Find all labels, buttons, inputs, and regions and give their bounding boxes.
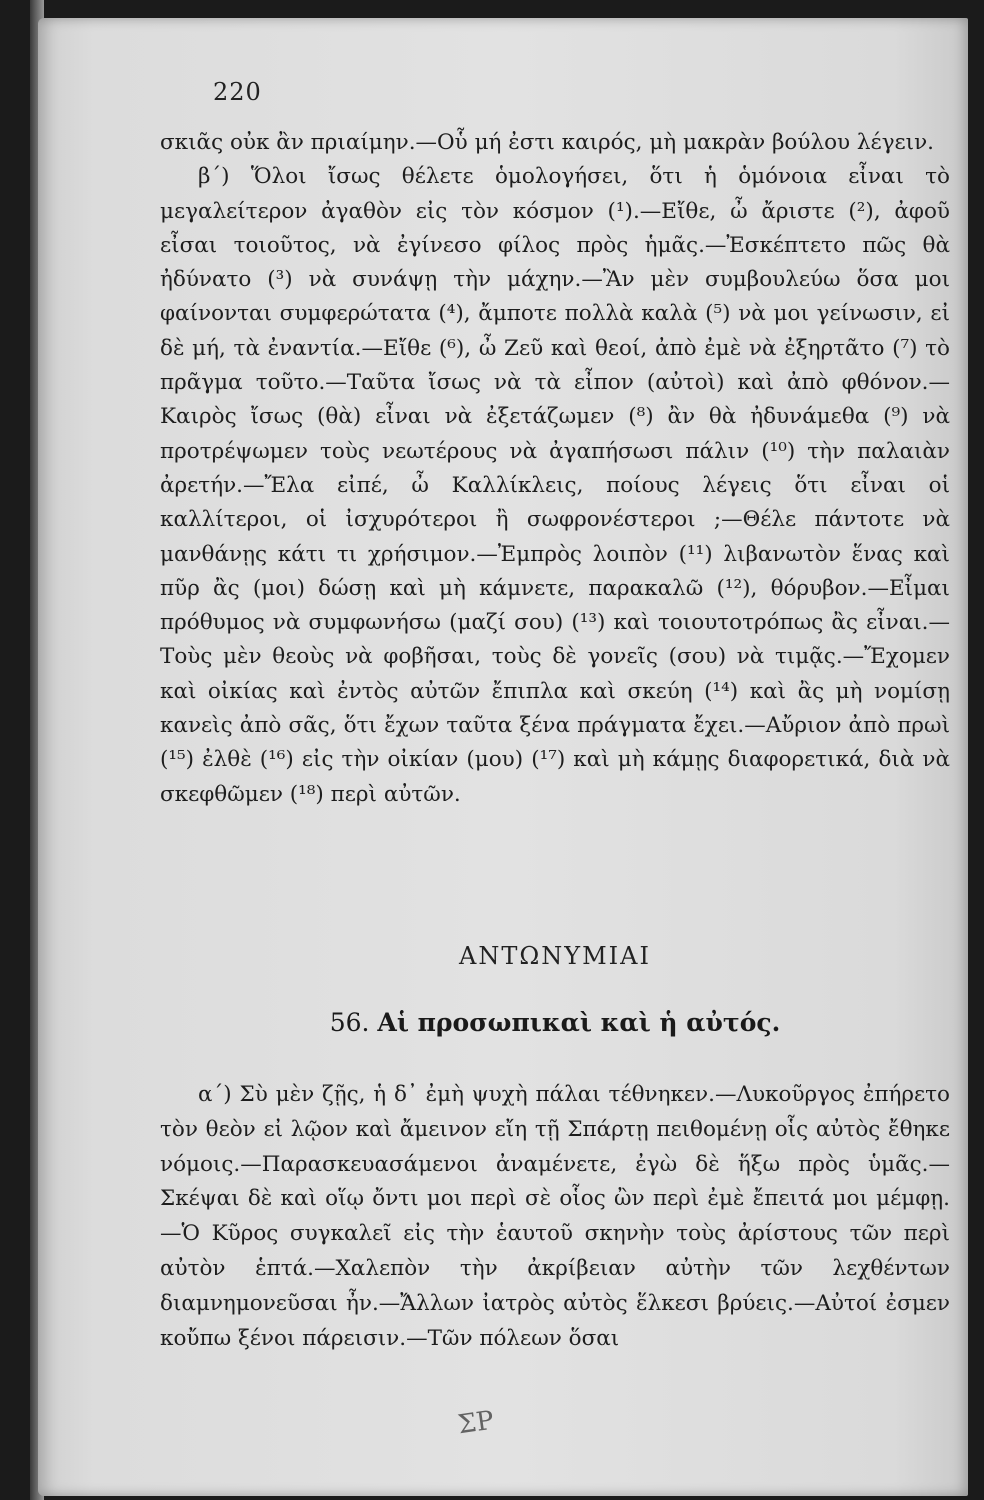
signature-mark: ΣΡ [456, 1405, 496, 1441]
subsection-heading [160, 1008, 950, 1037]
exercise-text-top [160, 126, 950, 812]
exercise-text-bottom [160, 1078, 950, 1356]
subsection-title: Αἱ προσωπικαὶ καὶ ἡ αὐτός. [377, 1008, 781, 1037]
page-number: 220 [213, 78, 262, 106]
subsection-number: 56. [329, 1008, 370, 1037]
paragraph-3: α΄) Σὺ μὲν ζῇς, ἡ δ᾿ ἐμὴ ψυχὴ πάλαι τέθνηκεν.—Λυκοῦργος ἐπήρετο τὸν θεὸν εἰ λῷον καὶ ἄμεινον εἴη τῇ Σπάρτῃ πειθομένῃ οἷς αὐτὸς ἔθηκε νόμοις.—Παρασκευασάμενοι ἀναμένετε, ἐγὼ δὲ ἥξω πρὸς ὑμᾶς.—Σκέψαι δὲ καὶ οἵῳ ὄντι μοι περὶ σὲ οἷος ὢν περὶ ἐμὲ ἔπειτά μοι μέμφῃ.—Ὁ Κῦρος συγκαλεῖ εἰς τὴν ἑαυτοῦ σκηνὴν τοὺς ἀρίστους τῶν περὶ αὐτὸν ἑπτά.—Χαλεπὸν τὴν ἀκρίβειαν αὐτὴν τῶν λεχθέντων διαμνημονεῦσαι ἦν.—Ἄλλων ἰατρὸς αὐτὸς ἕλκεσι βρύεις.—Αὐτοί ἐσμεν κοὔπω ξένοι πάρεισιν.—Τῶν πόλεων ὅσαι [160, 1082, 950, 1351]
paragraph-1: σκιᾶς οὐκ ἂν πριαίμην.—Οὗ μή ἐστι καιρός, μὴ μακρὰν βούλου λέγειν. [160, 130, 935, 155]
section-title: ΑΝΤΩΝΥΜΙΑΙ [459, 942, 651, 970]
paragraph-2: β΄) Ὅλοι ἴσως θέλετε ὁμολογήσει, ὅτι ἡ ὁμόνοια εἶναι τὸ μεγαλείτερον ἀγαθὸν εἰς τὸν κόσμον (¹).—Εἴθε, ὦ ἄριστε (²), ἀφοῦ εἶσαι τοιοῦτος, νὰ ἐγίνεσο φίλος πρὸς ἡμᾶς.—Ἐσκέπτετο πῶς θὰ ἠδύνατο (³) νὰ συνάψῃ τὴν μάχην.—Ἂν μὲν συμβουλεύω ὅσα μοι φαίνονται συμφερώτατα (⁴), ἄμποτε πολλὰ καλὰ (⁵) νὰ μοι γείνωσιν, εἰ δὲ μή, τὰ ἐναντία.—Εἴθε (⁶), ὦ Ζεῦ καὶ θεοί, ἀπὸ ἐμὲ νὰ ἐξηρτᾶτο (⁷) τὸ πρᾶγμα τοῦτο.—Ταῦτα ἴσως νὰ τὰ εἶπον (αὐτοὶ) καὶ ἀπὸ φθόνον.—Καιρὸς ἴσως (θὰ) εἶναι νὰ ἐξετάζωμεν (⁸) ἂν θὰ ἠδυνάμεθα (⁹) νὰ προτρέψωμεν τοὺς νεωτέρους νὰ ἀγαπήσωσι πάλιν (¹⁰) τὴν παλαιὰν ἀρετήν.—Ἔλα εἰπέ, ὦ Καλλίκλεις, ποίους λέγεις ὅτι εἶναι οἱ καλλίτεροι, οἱ ἰσχυρότεροι ἢ σωφρονέστεροι ;—Θέλε πάντοτε νὰ μανθάνῃς κάτι τι χρήσιμον.—Ἐμπρὸς λοιπὸν (¹¹) λιβανωτὸν ἕνας καὶ πῦρ ἂς (μοι) δώσῃ καὶ μὴ κάμνετε, παρακαλῶ (¹²), θόρυβον.—Εἶμαι πρόθυμος νὰ συμφωνήσω (μαζί σου) (¹³) καὶ τοιουτοτρόπως ἂς εἶναι.—Τοὺς μὲν θεοὺς νὰ φοβῆσαι, τοὺς δὲ γονεῖς (σου) νὰ τιμᾷς.—Ἔχομεν καὶ οἰκίας καὶ ἐντὸς αὐτῶν ἔπιπλα καὶ σκεύη (¹⁴) καὶ ἂς μὴ νομίσῃ κανεὶς ἀπὸ σᾶς, ὅτι ἔχων ταῦτα ξένα πράγματα ἔχει.—Αὔριον ἀπὸ πρωὶ (¹⁵) ἐλθὲ (¹⁶) εἰς τὴν οἰκίαν (μου) (¹⁷) καὶ μὴ κάμῃς διαφορετικά, διὰ νὰ σκεφθῶμεν (¹⁸) περὶ αὐτῶν. [160, 164, 950, 807]
